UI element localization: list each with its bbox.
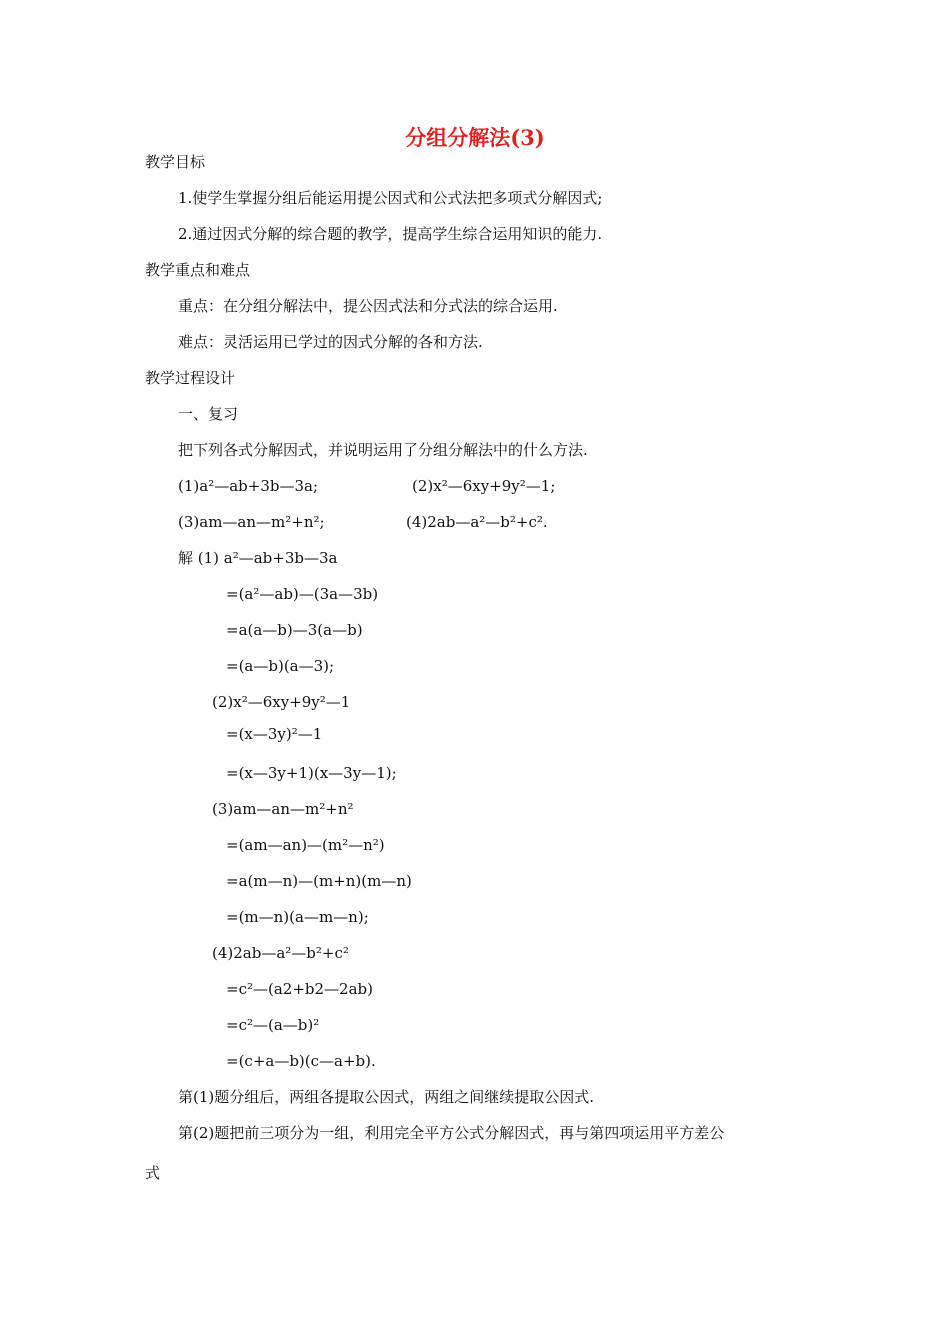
problem-1: (1)a²—ab+3b—3a;	[178, 477, 319, 495]
problem-2: (2)x²—6xy+9y²—1;	[412, 477, 556, 495]
process-heading: 教学过程设计	[145, 369, 236, 387]
solution-4-step: =c²—(a—b)²	[226, 1016, 320, 1034]
solution-4-step: =c²—(a2+b2—2ab)	[226, 980, 373, 998]
solution-3-step: =a(m—n)—(m+n)(m—n)	[226, 872, 412, 890]
solution-4-head: (4)2ab—a²—b²+c²	[212, 944, 349, 962]
keypoints-heading: 教学重点和难点	[145, 261, 251, 279]
note-2: 第(2)题把前三项分为一组，利用完全平方公式分解因式，再与第四项运用平方差公	[178, 1124, 725, 1142]
solution-2-step: =(x—3y)²—1	[226, 725, 323, 743]
note-1: 第(1)题分组后，两组各提取公因式，两组之间继续提取公因式.	[178, 1088, 595, 1106]
objective-2: 2.通过因式分解的综合题的教学，提高学生综合运用知识的能力.	[178, 225, 603, 243]
solution-3-head: (3)am—an—m²+n²	[212, 800, 354, 818]
solution-1-step: =(a²—ab)—(3a—3b)	[226, 585, 379, 603]
keypoint-text: 重点：在分组分解法中，提公因式法和分式法的综合运用.	[178, 297, 558, 315]
solution-2-head: (2)x²—6xy+9y²—1	[212, 693, 351, 711]
objectives-heading: 教学目标	[145, 153, 206, 171]
problem-3: (3)am—an—m²+n²;	[178, 513, 325, 531]
solution-4-step: =(c+a—b)(c—a+b).	[226, 1052, 376, 1070]
objective-1: 1.使学生掌握分组后能运用提公因式和公式法把多项式分解因式;	[178, 189, 603, 207]
review-heading: 一、复习	[178, 405, 239, 423]
problem-4: (4)2ab—a²—b²+c².	[406, 513, 548, 531]
difficulty-text: 难点：灵活运用已学过的因式分解的各和方法.	[178, 333, 483, 351]
note-2-continued: 式	[145, 1164, 161, 1182]
solution-1-step: =(a—b)(a—3);	[226, 657, 335, 675]
review-instruction: 把下列各式分解因式，并说明运用了分组分解法中的什么方法.	[178, 441, 588, 459]
solution-3-step: =(am—an)—(m²—n²)	[226, 836, 385, 854]
solution-1-head: 解 (1) a²—ab+3b—3a	[178, 549, 338, 567]
solution-2-step: =(x—3y+1)(x—3y—1);	[226, 764, 397, 782]
page-title: 分组分解法(3)	[405, 125, 545, 150]
solution-3-step: =(m—n)(a—m—n);	[226, 908, 369, 926]
solution-1-step: =a(a—b)—3(a—b)	[226, 621, 363, 639]
